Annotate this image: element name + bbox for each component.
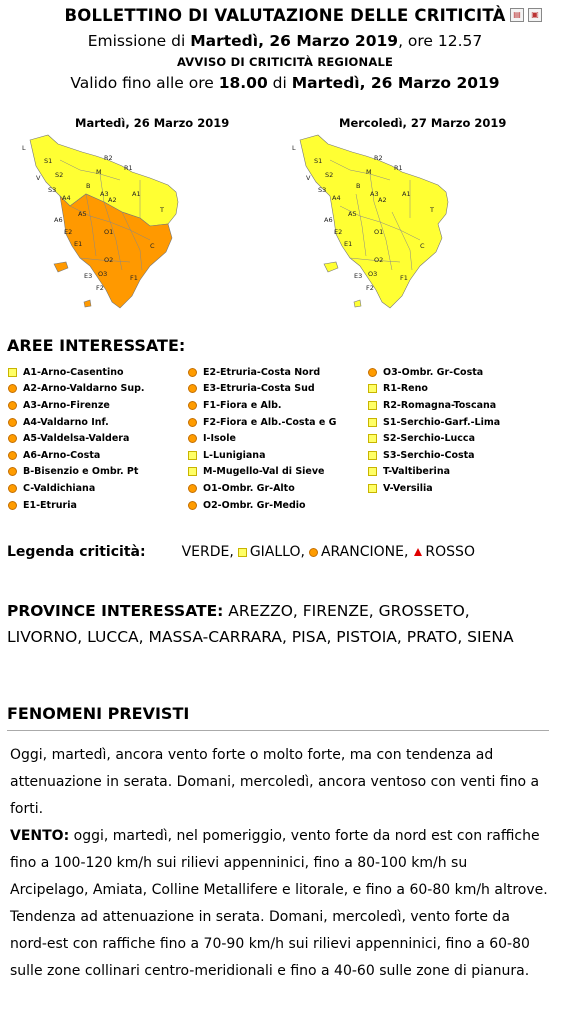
map-region-label: L bbox=[292, 144, 296, 152]
arancione-marker-icon bbox=[368, 368, 377, 377]
area-label: R2-Romagna-Toscana bbox=[383, 399, 497, 411]
area-label: E2-Etruria-Costa Nord bbox=[203, 366, 321, 378]
arancione-marker-icon bbox=[188, 434, 197, 443]
giallo-marker-icon bbox=[368, 451, 377, 460]
legend-arancione: ARANCIONE, bbox=[320, 544, 409, 560]
arancione-marker-icon bbox=[8, 401, 17, 410]
map-region-label: A6 bbox=[324, 216, 333, 224]
arancione-marker-icon bbox=[8, 467, 17, 476]
map-region-label: E1 bbox=[74, 240, 83, 248]
bulletin-title: BOLLETTINO DI VALUTAZIONE DELLE CRITICITÀ bbox=[64, 6, 506, 25]
map-region-label: B bbox=[356, 182, 361, 190]
map-region-label: A6 bbox=[54, 216, 63, 224]
area-label: A2-Arno-Valdarno Sup. bbox=[23, 383, 145, 395]
area-item bbox=[368, 397, 500, 414]
fenomeni-body bbox=[10, 742, 550, 985]
area-item bbox=[188, 497, 336, 514]
legend-giallo: GIALLO, bbox=[249, 544, 305, 560]
map-region-label: A3 bbox=[100, 190, 109, 198]
area-item bbox=[8, 381, 145, 398]
map-region-label: O3 bbox=[98, 270, 108, 278]
areas-col-2 bbox=[188, 364, 336, 513]
map-region-label: M bbox=[366, 168, 372, 176]
map-region-label: V bbox=[36, 174, 41, 182]
map-region-label: F1 bbox=[130, 274, 138, 282]
giallo-marker-icon bbox=[368, 401, 377, 410]
valid-time: 18.00 bbox=[218, 74, 268, 92]
area-item bbox=[8, 414, 145, 431]
map-region-label: E1 bbox=[344, 240, 353, 248]
area-item bbox=[368, 381, 500, 398]
area-item bbox=[188, 414, 336, 431]
map-region-label: B bbox=[86, 182, 91, 190]
map-region-label: A4 bbox=[62, 194, 71, 202]
emission-date: Martedì, 26 Marzo 2019 bbox=[190, 32, 399, 50]
areas-col-3 bbox=[368, 364, 500, 497]
emission-time: 12.57 bbox=[437, 32, 483, 50]
pdf-icon[interactable]: ▣ bbox=[528, 8, 542, 22]
emission-prefix: Emissione di bbox=[87, 32, 191, 50]
arancione-marker-icon bbox=[188, 501, 197, 510]
map-region-label: S1 bbox=[44, 157, 53, 165]
map-region-label: R2 bbox=[104, 154, 113, 162]
map-region-label: C bbox=[150, 242, 155, 250]
map-region-label: A3 bbox=[370, 190, 379, 198]
arancione-marker-icon bbox=[8, 501, 17, 510]
map-tomorrow-island-elba[interactable] bbox=[324, 262, 338, 272]
area-item bbox=[188, 464, 336, 481]
giallo-marker-icon bbox=[368, 384, 377, 393]
map-region-label: S1 bbox=[314, 157, 323, 165]
legend-label: Legenda criticità: bbox=[7, 544, 146, 560]
area-label: A3-Arno-Firenze bbox=[23, 399, 110, 411]
area-item bbox=[368, 364, 500, 381]
map-region-label: E2 bbox=[64, 228, 73, 236]
legend bbox=[7, 544, 475, 560]
arancione-marker-icon bbox=[188, 384, 197, 393]
area-label: S3-Serchio-Costa bbox=[383, 449, 475, 461]
area-label: O2-Ombr. Gr-Medio bbox=[203, 499, 306, 511]
arancione-marker-icon bbox=[8, 484, 17, 493]
emission-line bbox=[0, 32, 570, 50]
map-today-island-giglio[interactable] bbox=[84, 300, 91, 307]
area-item bbox=[368, 414, 500, 431]
map-today[interactable] bbox=[0, 130, 270, 325]
giallo-marker-icon bbox=[188, 467, 197, 476]
area-label: O3-Ombr. Gr-Costa bbox=[383, 366, 484, 378]
area-item bbox=[188, 480, 336, 497]
area-label: C-Valdichiana bbox=[23, 482, 96, 494]
area-item bbox=[188, 397, 336, 414]
map-region-label: S2 bbox=[55, 171, 64, 179]
area-item bbox=[188, 430, 336, 447]
area-label: V-Versilia bbox=[383, 482, 433, 494]
area-label: F2-Fiora e Alb.-Costa e G bbox=[203, 416, 337, 428]
map-tomorrow-title: Mercoledì, 27 Marzo 2019 bbox=[339, 116, 507, 130]
map-region-label: O1 bbox=[374, 228, 384, 236]
map-region-label: A1 bbox=[402, 190, 411, 198]
map-region-label: R1 bbox=[124, 164, 133, 172]
giallo-marker-icon bbox=[368, 467, 377, 476]
area-item bbox=[8, 447, 145, 464]
header-icons bbox=[510, 8, 542, 22]
area-item bbox=[8, 364, 145, 381]
fenomeni-vento bbox=[10, 823, 550, 985]
print-icon[interactable]: ▤ bbox=[510, 8, 524, 22]
legend-verde: VERDE, bbox=[181, 544, 234, 560]
arancione-marker-icon bbox=[8, 384, 17, 393]
map-region-label: T bbox=[160, 206, 164, 214]
arancione-marker-icon bbox=[188, 368, 197, 377]
map-region-label: S3 bbox=[48, 186, 57, 194]
area-label: I-Isole bbox=[203, 433, 236, 445]
area-label: F1-Fiora e Alb. bbox=[203, 399, 282, 411]
map-tomorrow[interactable] bbox=[270, 130, 540, 325]
map-region-label: V bbox=[306, 174, 311, 182]
legend-giallo-icon bbox=[238, 548, 247, 557]
area-label: S2-Serchio-Lucca bbox=[383, 433, 475, 445]
fenomeni-intro: Oggi, martedì, ancora vento forte o molto forte, ma con tendenza ad attenuazione in serata. Domani, mercoledì, ancora ventoso con venti fino a forti. bbox=[10, 747, 540, 817]
map-region-label: O1 bbox=[104, 228, 114, 236]
map-region-label: F2 bbox=[96, 284, 104, 292]
area-label: E1-Etruria bbox=[23, 499, 77, 511]
map-region-label: R2 bbox=[374, 154, 383, 162]
map-region-label: A2 bbox=[108, 196, 117, 204]
area-label: A4-Valdarno Inf. bbox=[23, 416, 109, 428]
areas-col-1 bbox=[8, 364, 145, 513]
map-region-label: E2 bbox=[334, 228, 343, 236]
map-region-label: R1 bbox=[394, 164, 403, 172]
legend-rosso: ROSSO bbox=[425, 544, 475, 560]
giallo-marker-icon bbox=[368, 418, 377, 427]
map-region-label: A2 bbox=[378, 196, 387, 204]
area-label: T-Valtiberina bbox=[383, 466, 450, 478]
vento-text: oggi, martedì, nel pomeriggio, vento forte da nord est con raffiche fino a 100-120 km/h sui rilievi appenninici, fino a 80-100 km/h su Arcipelago, Amiata, Colline Metallifere e litorale, e fino a 60-80 km/h altrove. Tendenza ad attenuazione in serata. Domani, mercoledì, vento forte da nord-est con raffiche fino a 70-90 km/h sui rilievi appenninici, fino a 60-80 sulle zone collinari centro-meridionali e fino a 40-60 sulle zone di pianura. bbox=[10, 828, 548, 979]
province-list: AREZZO, FIRENZE, GROSSETO, LIVORNO, LUCCA, MASSA-CARRARA, PISA, PISTOIA, PRATO, SIENA bbox=[7, 602, 514, 646]
map-region-label: E3 bbox=[354, 272, 363, 280]
map-region-label: O2 bbox=[104, 256, 114, 264]
valid-prefix: Valido fino alle ore bbox=[70, 74, 219, 92]
area-item bbox=[368, 480, 500, 497]
section-divider bbox=[7, 730, 549, 731]
arancione-marker-icon bbox=[8, 451, 17, 460]
arancione-marker-icon bbox=[8, 434, 17, 443]
area-label: M-Mugello-Val di Sieve bbox=[203, 466, 325, 478]
emission-mid: , ore bbox=[398, 32, 438, 50]
area-label: A1-Arno-Casentino bbox=[23, 366, 124, 378]
map-region-label: A5 bbox=[348, 210, 357, 218]
validity-line bbox=[0, 74, 570, 92]
legend-arancione-icon bbox=[309, 548, 318, 557]
area-item bbox=[8, 480, 145, 497]
arancione-marker-icon bbox=[8, 418, 17, 427]
area-item bbox=[368, 430, 500, 447]
avviso-label: AVVISO DI CRITICITÀ REGIONALE bbox=[176, 55, 394, 69]
vento-label: VENTO: bbox=[10, 828, 70, 844]
map-region-label: F2 bbox=[366, 284, 374, 292]
area-label: O1-Ombr. Gr-Alto bbox=[203, 482, 295, 494]
area-label: E3-Etruria-Costa Sud bbox=[203, 383, 315, 395]
valid-mid: di bbox=[267, 74, 292, 92]
map-today-title: Martedì, 26 Marzo 2019 bbox=[75, 116, 230, 130]
map-region-label: F1 bbox=[400, 274, 408, 282]
map-region-label: A1 bbox=[132, 190, 141, 198]
map-today-island-elba[interactable] bbox=[54, 262, 68, 272]
giallo-marker-icon bbox=[368, 434, 377, 443]
giallo-marker-icon bbox=[368, 484, 377, 493]
area-label: B-Bisenzio e Ombr. Pt bbox=[23, 466, 139, 478]
map-region-label: O3 bbox=[368, 270, 378, 278]
map-tomorrow-island-giglio[interactable] bbox=[354, 300, 361, 307]
map-region-label: O2 bbox=[374, 256, 384, 264]
area-item bbox=[8, 430, 145, 447]
legend-rosso-icon bbox=[414, 548, 422, 556]
aree-title: AREE INTERESSATE: bbox=[7, 336, 186, 355]
area-item bbox=[8, 397, 145, 414]
province-label: PROVINCE INTERESSATE: bbox=[7, 602, 224, 620]
area-item bbox=[188, 364, 336, 381]
map-region-label: S3 bbox=[318, 186, 327, 194]
area-label: A6-Arno-Costa bbox=[23, 449, 101, 461]
map-region-label: M bbox=[96, 168, 102, 176]
area-label: R1-Reno bbox=[383, 383, 428, 395]
province-section bbox=[7, 598, 527, 650]
arancione-marker-icon bbox=[188, 401, 197, 410]
area-item bbox=[188, 447, 336, 464]
arancione-marker-icon bbox=[188, 484, 197, 493]
giallo-marker-icon bbox=[188, 451, 197, 460]
valid-date: Martedì, 26 Marzo 2019 bbox=[291, 74, 500, 92]
map-region-label: E3 bbox=[84, 272, 93, 280]
giallo-marker-icon bbox=[8, 368, 17, 377]
arancione-marker-icon bbox=[188, 418, 197, 427]
map-region-label: C bbox=[420, 242, 425, 250]
map-region-label: S2 bbox=[325, 171, 334, 179]
map-region-label: T bbox=[430, 206, 434, 214]
fenomeni-title: FENOMENI PREVISTI bbox=[7, 704, 190, 723]
area-item bbox=[8, 497, 145, 514]
map-region-label: L bbox=[22, 144, 26, 152]
area-item bbox=[188, 381, 336, 398]
area-label: A5-Valdelsa-Valdera bbox=[23, 433, 130, 445]
area-label: S1-Serchio-Garf.-Lima bbox=[383, 416, 501, 428]
map-region-label: A5 bbox=[78, 210, 87, 218]
map-region-label: A4 bbox=[332, 194, 341, 202]
area-item bbox=[368, 464, 500, 481]
area-item bbox=[368, 447, 500, 464]
area-label: L-Lunigiana bbox=[203, 449, 266, 461]
area-item bbox=[8, 464, 145, 481]
